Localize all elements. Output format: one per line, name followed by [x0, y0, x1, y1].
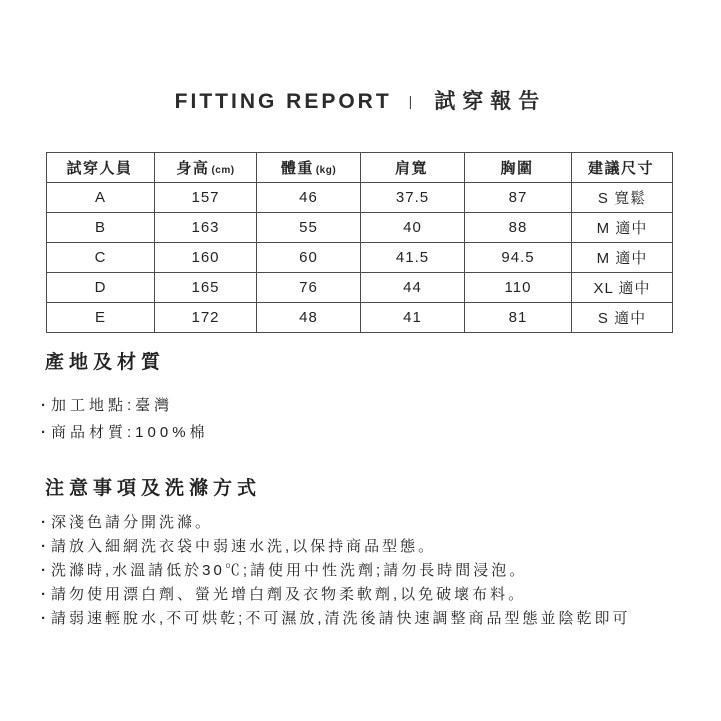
- table-cell: 55: [257, 213, 361, 243]
- header-label: 胸圍: [500, 160, 534, 177]
- table-cell: 172: [155, 303, 257, 333]
- page-title: [0, 90, 721, 114]
- table-row: [47, 213, 673, 243]
- header-label: 體重: [280, 160, 314, 177]
- table-row: [47, 303, 673, 333]
- table-header-cell: [155, 153, 257, 183]
- list-item: [41, 419, 701, 446]
- list-item: [41, 583, 701, 607]
- table-cell: XL 適中: [572, 273, 673, 303]
- table-cell: E: [47, 303, 155, 333]
- bullet-dot: ·: [41, 586, 46, 603]
- table-cell: D: [47, 273, 155, 303]
- bullet-dot: ·: [41, 514, 46, 531]
- list-item: [41, 559, 701, 583]
- table-cell: A: [47, 183, 155, 213]
- list-item: [41, 535, 701, 559]
- material-list: [41, 392, 701, 446]
- table-cell: 94.5: [465, 243, 572, 273]
- table-cell: 48: [257, 303, 361, 333]
- table-row: [47, 273, 673, 303]
- table-header-cell: [361, 153, 465, 183]
- list-item: [41, 511, 701, 535]
- list-item: [41, 392, 701, 419]
- table-header-row: [47, 153, 673, 183]
- bullet-dot: ·: [41, 397, 46, 414]
- list-item-text: 請放入細網洗衣袋中弱速水洗,以保持商品型態。: [51, 538, 437, 555]
- table-cell: 160: [155, 243, 257, 273]
- table-cell: 60: [257, 243, 361, 273]
- list-item: [41, 607, 701, 631]
- table-header-cell: [47, 153, 155, 183]
- table-cell: 41.5: [361, 243, 465, 273]
- fitting-table-head: [47, 153, 673, 183]
- care-section-heading: 注意事項及洗滌方式: [45, 478, 262, 499]
- table-cell: M 適中: [572, 243, 673, 273]
- fitting-table-body: [47, 183, 673, 333]
- bullet-dot: ·: [41, 424, 46, 441]
- table-header-cell: [465, 153, 572, 183]
- table-cell: 46: [257, 183, 361, 213]
- table-row: [47, 183, 673, 213]
- table-cell: 165: [155, 273, 257, 303]
- title-english: FITTING REPORT: [174, 90, 392, 113]
- header-label: 建議尺寸: [587, 160, 654, 177]
- list-item-text: 商品材質:100%棉: [51, 424, 209, 441]
- bullet-dot: ·: [41, 610, 46, 627]
- table-header-cell: [572, 153, 673, 183]
- table-cell: S 寬鬆: [572, 183, 673, 213]
- header-unit: (kg): [315, 165, 337, 176]
- header-label: 身高: [176, 160, 210, 177]
- care-list: [41, 511, 701, 631]
- list-item-text: 請弱速輕脫水,不可烘乾;不可濕放,清洗後請快速調整商品型態並陰乾即可: [51, 610, 631, 627]
- table-header-cell: [257, 153, 361, 183]
- table-cell: C: [47, 243, 155, 273]
- table-cell: 88: [465, 213, 572, 243]
- table-cell: 81: [465, 303, 572, 333]
- table-cell: 40: [361, 213, 465, 243]
- table-cell: S 適中: [572, 303, 673, 333]
- table-cell: 44: [361, 273, 465, 303]
- table-cell: 41: [361, 303, 465, 333]
- table-row: [47, 243, 673, 273]
- title-divider: |: [408, 93, 413, 109]
- bullet-dot: ·: [41, 538, 46, 555]
- header-label: 試穿人員: [66, 160, 133, 177]
- table-cell: B: [47, 213, 155, 243]
- list-item-text: 加工地點:臺灣: [51, 397, 174, 414]
- table-cell: 37.5: [361, 183, 465, 213]
- table-cell: 87: [465, 183, 572, 213]
- header-unit: (cm): [211, 165, 235, 176]
- fitting-table: [46, 152, 673, 333]
- list-item-text: 洗滌時,水溫請低於30℃;請使用中性洗劑;請勿長時間浸泡。: [51, 562, 528, 579]
- table-cell: 163: [155, 213, 257, 243]
- table-cell: 157: [155, 183, 257, 213]
- material-section-heading: 產地及材質: [45, 352, 166, 373]
- table-cell: M 適中: [572, 213, 673, 243]
- title-chinese: 試穿報告: [434, 90, 547, 113]
- table-cell: 110: [465, 273, 572, 303]
- table-cell: 76: [257, 273, 361, 303]
- header-label: 肩寬: [394, 160, 428, 177]
- bullet-dot: ·: [41, 562, 46, 579]
- list-item-text: 請勿使用漂白劑、螢光增白劑及衣物柔軟劑,以免破壞布料。: [51, 586, 527, 603]
- list-item-text: 深淺色請分開洗滌。: [51, 514, 214, 531]
